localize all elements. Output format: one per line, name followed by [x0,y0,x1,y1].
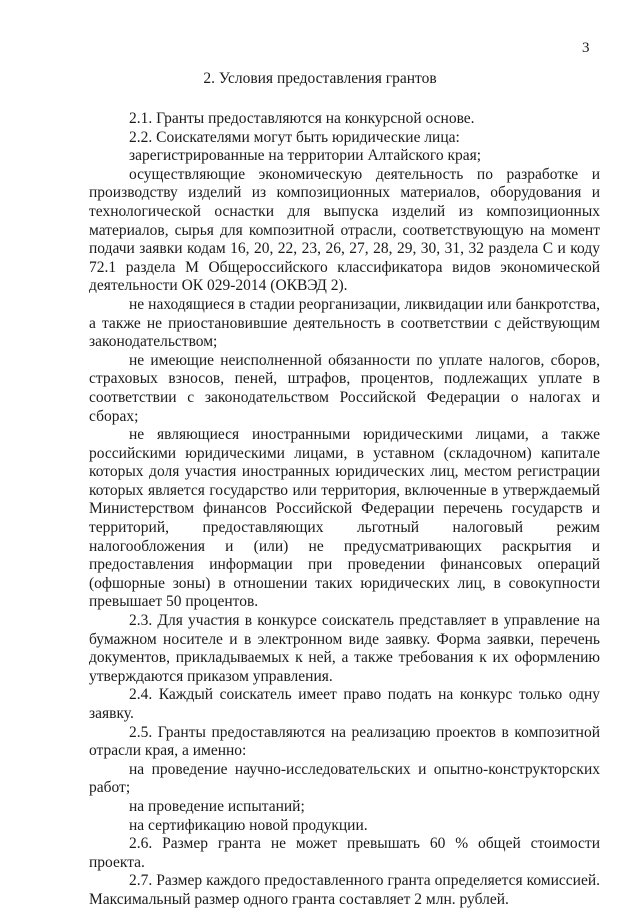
paragraph: на проведение испытаний; [129,797,305,815]
document-body [89,110,600,910]
paragraph: 2.1. Гранты предоставляются на конкурсной основе. [129,110,475,127]
paragraph: 2.6. Размер гранта не может превышать 60 % общей стоимости проекта. [89,835,600,871]
paragraph: на проведение научно-исследовательских и опытно-конструкторских работ; [89,760,600,797]
paragraph: 2.3. Для участия в конкурсе соискатель представляет в управление на бумажном носителе и в электронном виде заявку. Форма заявки, перечень документов, прикладываемых к ней, а также требования к их оформлению утверждаются приказом управления. [89,612,600,685]
paragraph: 2.5. Гранты предоставляются на реализацию проектов в композитной отрасли края, а именно: [89,723,600,760]
paragraph: осуществляющие экономическую деятельность по разработке и производству изделий из композиционных материалов, оборудования и технологической оснастки для выпуска изделий из композиционных материалов, сырья для композитной отрасли, соответствующую на момент подачи заявки кодам 16, 20, 22, 23, 26, 27, 28, 29, 30, 31, 32 раздела С и коду 72.1 раздела М Общероссийского классификатора видов экономической деятельности ОК 029-2014 (ОКВЭД 2). [89,165,600,295]
paragraph: 2.2. Соискателями могут быть юридические лица: [129,128,460,146]
paragraph: зарегистрированные на территории Алтайского края; [129,147,482,165]
section-title: 2. Условия предоставления грантов [203,70,437,87]
paragraph: 2.7. Размер каждого предоставленного гранта определяется комиссией. Максимальный размер одного гранта составляет 2 млн. рублей. [89,872,600,908]
paragraph: на сертификацию новой продукции. [129,816,368,834]
paragraph: не являющиеся иностранными юридическими лицами, а также российскими юридическими лицами, в уставном (складочном) капитале которых доля участия иностранных юридических лиц, местом регистрации которых является государство или территория, включенные в утверждаемый Министерством финансов Российской Федерации перечень государств и территорий, предоставляющих льготный налоговый режим налогообложения и (или) не предусматривающих раскрытия и предоставления информации при проведении финансовых операций (офшорные зоны) в отношении таких юридических лиц, в совокупности превышает 50 процентов. [89,426,600,611]
paragraph: не имеющие неисполненной обязанности по уплате налогов, сборов, страховых взносов, пеней, штрафов, процентов, подлежащих уплате в соответствии с законодательством Российской Федерации о налогах и сборах; [89,351,600,425]
paragraph: 2.4. Каждый соискатель имеет право подать на конкурс только одну заявку. [89,686,600,722]
paragraph: не находящиеся в стадии реорганизации, ликвидации или банкротства, а также не приостановившие деятельность в соответствии с действующим законодательством; [89,295,600,351]
page-number: 3 [582,40,590,56]
